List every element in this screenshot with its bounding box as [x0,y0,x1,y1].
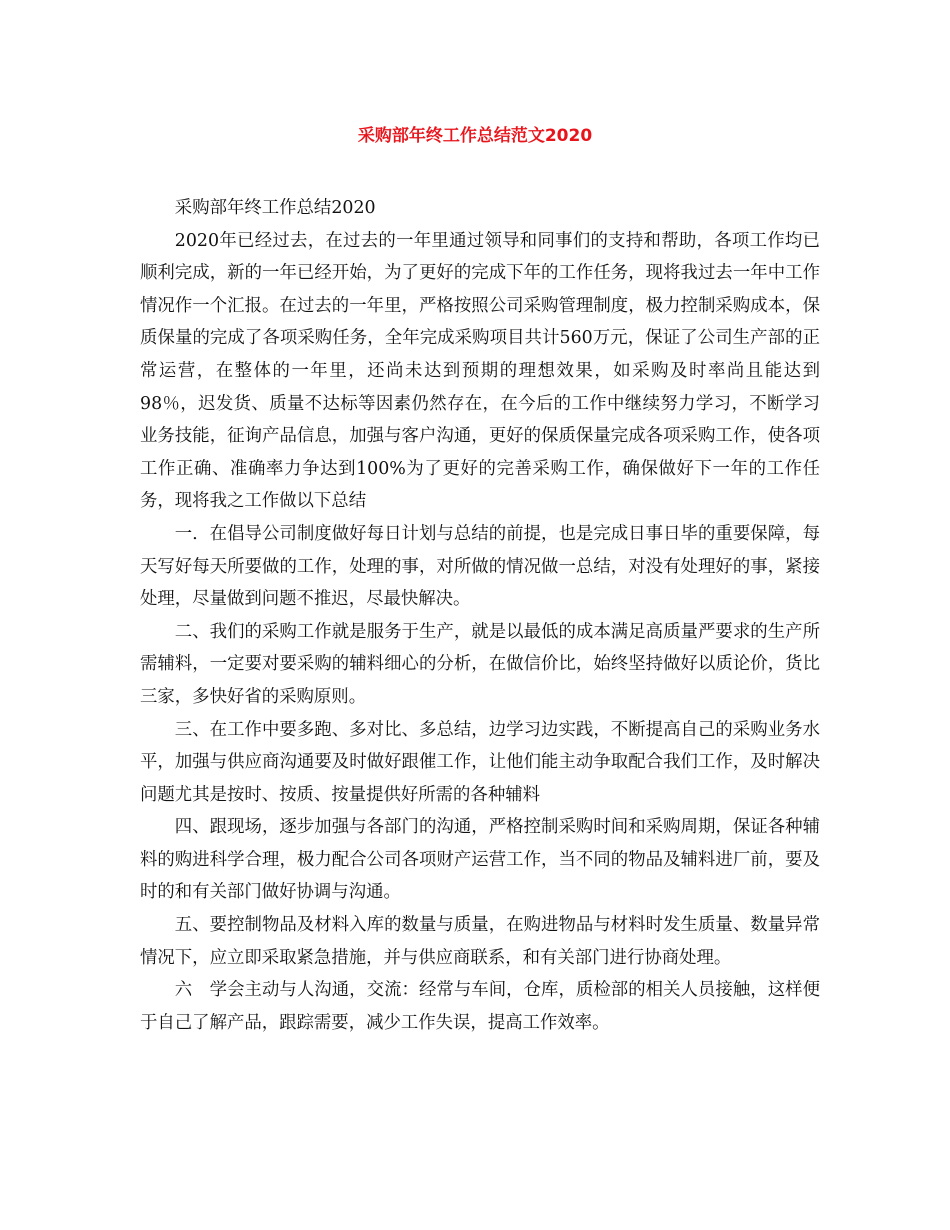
paragraph-item-5: 五、要控制物品及材料入库的数量与质量，在购进物品与材料时发生质量、数量异常情况下，应立即采取紧急措施，并与供应商联系，和有关部门进行协商处理。 [140,915,820,968]
paragraph-item-6: 六 学会主动与人沟通，交流：经常与车间，仓库，质检部的相关人员接触，这样便于自己了解产品，跟踪需要，减少工作失误，提高工作效率。 [140,980,820,1033]
paragraph-intro: 2020年已经过去，在过去的一年里通过领导和同事们的支持和帮助，各项工作均已顺利完成，新的一年已经开始，为了更好的完成下年的工作任务，现将我过去一年中工作情况作一个汇报。在过去的一年里，严格按照公司采购管理制度，极力控制采购成本，保质保量的完成了各项采购任务，全年完成采购项目共计560万元，保证了公司生产部的正常运营，在整体的一年里，还尚未达到预期的理想效果，如采购及时率尚且能达到98％，迟发货、质量不达标等因素仍然存在，在今后的工作中继续努力学习，不断学习业务技能，征询产品信息，加强与客户沟通，更好的保质保量完成各项采购工作，使各项工作正确、准确率力争达到100%为了更好的完善采购工作，确保做好下一年的工作任务，现将我之工作做以下总结 [140,230,820,512]
document-subtitle: 采购部年终工作总结2020 [174,198,376,218]
paragraph-item-1: 一．在倡导公司制度做好每日计划与总结的前提，也是完成日事日毕的重要保障，每天写好每天所要做的工作，处理的事，对所做的情况做一总结，对没有处理好的事，紧接处理，尽量做到问题不推迟，尽最快解决。 [140,523,820,610]
paragraph-item-4: 四、跟现场，逐步加强与各部门的沟通，严格控制采购时间和采购周期，保证各种辅料的购进科学合理，极力配合公司各项财产运营工作，当不同的物品及辅料进厂前，要及时的和有关部门做好协调与沟通。 [140,817,820,903]
paragraph-item-3: 三、在工作中要多跑、多对比、多总结，边学习边实践，不断提高自己的采购业务水平，加强与供应商沟通要及时做好跟催工作，让他们能主动争取配合我们工作，及时解决问题尤其是按时、按质、按量提供好所需的各种辅料 [140,719,820,805]
document-title: 采购部年终工作总结范文2020 [357,126,593,146]
document-body [140,192,820,1039]
paragraph-item-2: 二、我们的采购工作就是服务于生产，就是以最低的成本满足高质量严要求的生产所需辅料，一定要对要采购的辅料细心的分析，在做信价比，始终坚持做好以质论价，货比三家，多快好省的采购原则。 [140,621,820,707]
